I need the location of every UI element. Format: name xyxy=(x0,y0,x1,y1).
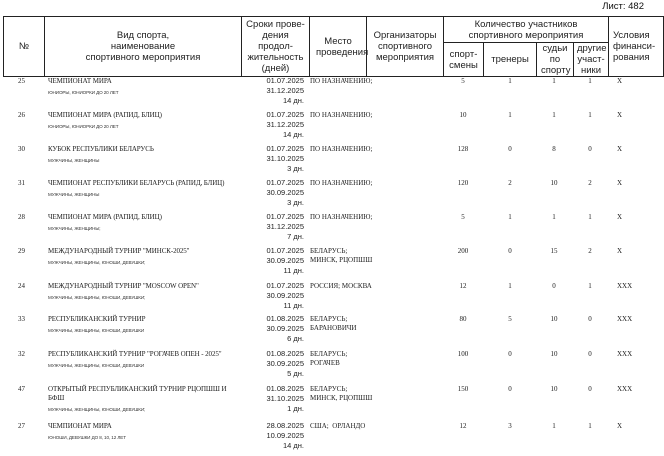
table-row xyxy=(0,280,650,316)
event-title xyxy=(48,350,238,370)
athletes-count: 80 xyxy=(459,315,467,323)
financing-code: XXX xyxy=(617,315,633,323)
event-category: МУЖЧИНЫ, ЖЕНЩИНЫ xyxy=(48,192,100,197)
header-name: Вид спорта, наименование спортивного мероприятия xyxy=(45,17,242,77)
coaches-count: 0 xyxy=(508,350,512,358)
table-header xyxy=(3,16,664,77)
duration: 1 дн. xyxy=(287,404,304,413)
end-date: 31.10.2025 xyxy=(266,394,304,403)
event-place: ПО НАЗНАЧЕНИЮ; xyxy=(310,213,373,221)
coaches-count: 2 xyxy=(508,179,512,187)
event-title xyxy=(48,247,238,267)
start-date: 01.07.2025 xyxy=(266,212,304,221)
athletes-count: 100 xyxy=(457,350,469,358)
event-category: МУЖЧИНЫ, ЖЕНЩИНЫ xyxy=(48,158,100,163)
end-date: 30.09.2025 xyxy=(266,359,304,368)
event-dates xyxy=(248,178,304,208)
row-number: 29 xyxy=(18,247,25,255)
header-judges: судьи по спорту xyxy=(537,43,574,77)
judges-count: 10 xyxy=(550,350,558,358)
table-row xyxy=(0,143,650,179)
event-title xyxy=(48,213,238,233)
start-date: 01.08.2025 xyxy=(266,384,304,393)
coaches-count: 1 xyxy=(508,111,512,119)
financing-code: X xyxy=(617,422,623,430)
duration: 7 дн. xyxy=(287,232,304,241)
coaches-count: 1 xyxy=(508,282,512,290)
athletes-count: 12 xyxy=(459,422,467,430)
athletes-count: 128 xyxy=(457,145,469,153)
duration: 11 дн. xyxy=(283,301,304,310)
event-place: БЕЛАРУСЬ; МИНСК, РЦОПШШ xyxy=(310,247,373,264)
coaches-count: 3 xyxy=(508,422,512,430)
row-number: 26 xyxy=(18,111,25,119)
coaches-count: 0 xyxy=(508,385,512,393)
others-count: 1 xyxy=(588,213,592,221)
judges-count: 10 xyxy=(550,385,558,393)
header-financing: Условия финанси-рования xyxy=(609,17,664,77)
judges-count: 10 xyxy=(550,315,558,323)
header-place: Место проведения xyxy=(310,17,367,77)
event-category: ЮНИОРЫ, ЮНИОРКИ ДО 20 ЛЕТ xyxy=(48,124,119,129)
judges-count: 15 xyxy=(550,247,558,255)
event-place: США; ОРЛАНДО xyxy=(310,422,366,430)
event-place: ПО НАЗНАЧЕНИЮ; xyxy=(310,111,373,119)
judges-count: 1 xyxy=(552,77,556,85)
event-dates xyxy=(248,349,304,379)
others-count: 0 xyxy=(588,385,592,393)
duration: 6 дн. xyxy=(287,334,304,343)
judges-count: 10 xyxy=(550,179,558,187)
event-title xyxy=(48,77,238,97)
event-place: РОССИЯ; МОСКВА xyxy=(310,282,372,290)
event-title xyxy=(48,145,238,165)
financing-code: X xyxy=(617,145,623,153)
table-row xyxy=(0,383,650,419)
financing-code: X xyxy=(617,77,623,85)
event-dates xyxy=(248,314,304,344)
financing-code: XXX xyxy=(617,282,633,290)
others-count: 0 xyxy=(588,145,592,153)
athletes-count: 150 xyxy=(457,385,469,393)
financing-code: X xyxy=(617,111,623,119)
others-count: 1 xyxy=(588,77,592,85)
table-row xyxy=(0,177,650,213)
start-date: 28.08.2025 xyxy=(266,421,304,430)
table-row xyxy=(0,245,650,281)
judges-count: 1 xyxy=(552,422,556,430)
others-count: 1 xyxy=(588,282,592,290)
judges-count: 0 xyxy=(552,282,556,290)
event-category: МУЖЧИНЫ, ЖЕНЩИНЫ, ЮНОШИ, ДЕВУШКИ; xyxy=(48,260,146,265)
event-name: ЧЕМПИОНАТ МИРА xyxy=(48,77,112,85)
duration: 11 дн. xyxy=(283,266,304,275)
athletes-count: 10 xyxy=(459,111,467,119)
event-category: МУЖЧИНЫ, ЖЕНЩИНЫ, ЮНОШИ, ДЕВУШКИ xyxy=(48,363,145,368)
table-row xyxy=(0,420,650,456)
event-place: ПО НАЗНАЧЕНИЮ; xyxy=(310,179,373,187)
event-dates xyxy=(248,384,304,414)
start-date: 01.07.2025 xyxy=(266,110,304,119)
header-dates: Сроки прове-дения продол-жительность (дней) xyxy=(242,17,310,77)
header-organizers: Организаторы спортивного мероприятия xyxy=(367,17,444,77)
event-title xyxy=(48,385,238,414)
event-name: ЧЕМПИОНАТ МИРА (РАПИД, БЛИЦ) xyxy=(48,111,162,119)
others-count: 1 xyxy=(588,422,592,430)
athletes-count: 5 xyxy=(461,213,465,221)
event-dates xyxy=(248,144,304,174)
event-title xyxy=(48,315,238,335)
header-participants: Количество участников спортивного мероприятия xyxy=(444,17,609,43)
table-row xyxy=(0,109,650,145)
start-date: 01.08.2025 xyxy=(266,314,304,323)
header-coaches: тренеры xyxy=(484,43,537,77)
event-name: РЕСПУБЛИКАНСКИЙ ТУРНИР "РОГАЧЕВ ОПЕН - 2025" xyxy=(48,350,222,358)
event-category: МУЖЧИНЫ, ЖЕНЩИНЫ; xyxy=(48,226,101,231)
event-place: ПО НАЗНАЧЕНИЮ; xyxy=(310,77,373,85)
event-category: МУЖЧИНЫ, ЖЕНЩИНЫ, ЮНОШИ, ДЕВУШКИ; xyxy=(48,295,146,300)
duration: 14 дн. xyxy=(282,130,304,139)
end-date: 31.10.2025 xyxy=(266,154,304,163)
financing-code: XXX xyxy=(617,350,633,358)
end-date: 30.09.2025 xyxy=(266,256,304,265)
financing-code: X xyxy=(617,247,623,255)
table-row xyxy=(0,211,650,247)
judges-count: 8 xyxy=(552,145,556,153)
others-count: 1 xyxy=(588,111,592,119)
event-place: БЕЛАРУСЬ; РОГАЧЕВ xyxy=(310,350,348,367)
others-count: 2 xyxy=(588,247,592,255)
duration: 3 дн. xyxy=(287,164,304,173)
header-others: другие участ-ники xyxy=(574,43,609,77)
event-dates xyxy=(248,421,304,451)
athletes-count: 200 xyxy=(457,247,469,255)
event-name: КУБОК РЕСПУБЛИКИ БЕЛАРУСЬ xyxy=(48,145,154,153)
duration: 3 дн. xyxy=(287,198,304,207)
event-dates xyxy=(248,76,304,106)
end-date: 10.09.2025 xyxy=(266,431,304,440)
coaches-count: 1 xyxy=(508,77,512,85)
event-place: ПО НАЗНАЧЕНИЮ; xyxy=(310,145,373,153)
event-category: МУЖЧИНЫ, ЖЕНЩИНЫ, ЮНОШИ, ДЕВУШКИ; xyxy=(48,407,146,412)
athletes-count: 12 xyxy=(459,282,467,290)
judges-count: 1 xyxy=(552,213,556,221)
duration: 14 дн. xyxy=(282,96,304,105)
row-number: 32 xyxy=(18,350,25,358)
row-number: 31 xyxy=(18,179,25,187)
table-row xyxy=(0,313,650,349)
event-dates xyxy=(248,281,304,311)
others-count: 0 xyxy=(588,315,592,323)
table-row xyxy=(0,348,650,384)
end-date: 30.09.2025 xyxy=(266,291,304,300)
athletes-count: 5 xyxy=(461,77,465,85)
event-name: ОТКРЫТЫЙ РЕСПУБЛИКАНСКИЙ ТУРНИР РЦОПШШ И БФШ xyxy=(48,385,227,402)
start-date: 01.07.2025 xyxy=(266,144,304,153)
event-category: ЮНИОРЫ, ЮНИОРКИ ДО 20 ЛЕТ xyxy=(48,90,119,95)
end-date: 31.12.2025 xyxy=(266,222,304,231)
table-row xyxy=(0,75,650,111)
event-name: МЕЖДУНАРОДНЫЙ ТУРНИР "МИНСК-2025" xyxy=(48,247,190,255)
event-name: МЕЖДУНАРОДНЫЙ ТУРНИР "MOSCOW OPEN" xyxy=(48,282,199,290)
row-number: 47 xyxy=(18,385,25,393)
event-category: МУЖЧИНЫ, ЖЕНЩИНЫ, ЮНОШИ, ДЕВУШКИ xyxy=(48,328,145,333)
row-number: 27 xyxy=(18,422,25,430)
coaches-count: 1 xyxy=(508,213,512,221)
row-number: 24 xyxy=(18,282,25,290)
event-name: ЧЕМПИОНАТ МИРА (РАПИД, БЛИЦ) xyxy=(48,213,162,221)
event-title xyxy=(48,422,238,442)
others-count: 0 xyxy=(588,350,592,358)
event-place: БЕЛАРУСЬ; МИНСК, РЦОПШШ xyxy=(310,385,373,402)
start-date: 01.07.2025 xyxy=(266,178,304,187)
event-name: РЕСПУБЛИКАНСКИЙ ТУРНИР xyxy=(48,315,146,323)
athletes-count: 120 xyxy=(457,179,469,187)
start-date: 01.07.2025 xyxy=(266,76,304,85)
start-date: 01.07.2025 xyxy=(266,281,304,290)
row-number: 30 xyxy=(18,145,25,153)
coaches-count: 5 xyxy=(508,315,512,323)
start-date: 01.07.2025 xyxy=(266,246,304,255)
event-name: ЧЕМПИОНАТ РЕСПУБЛИКИ БЕЛАРУСЬ (РАПИД, БЛИЦ) xyxy=(48,179,225,187)
end-date: 30.09.2025 xyxy=(266,324,304,333)
duration: 14 дн. xyxy=(282,441,304,450)
sheet-number: Лист: 482 xyxy=(602,1,644,12)
others-count: 2 xyxy=(588,179,592,187)
event-category: ЮНОШИ, ДЕВУШКИ ДО 8, 10, 12 ЛЕТ xyxy=(48,435,126,440)
header-num: № xyxy=(4,17,45,77)
row-number: 33 xyxy=(18,315,25,323)
header-athletes: спорт-смены xyxy=(444,43,484,77)
event-place: БЕЛАРУСЬ; БАРАНОВИЧИ xyxy=(310,315,357,332)
event-dates xyxy=(248,246,304,276)
event-dates xyxy=(248,212,304,242)
financing-code: X xyxy=(617,213,623,221)
row-number: 28 xyxy=(18,213,25,221)
event-dates xyxy=(248,110,304,140)
event-name: ЧЕМПИОНАТ МИРА xyxy=(48,422,112,430)
financing-code: XXX xyxy=(617,385,633,393)
event-title xyxy=(48,179,238,199)
end-date: 31.12.2025 xyxy=(266,120,304,129)
financing-code: X xyxy=(617,179,623,187)
judges-count: 1 xyxy=(552,111,556,119)
duration: 5 дн. xyxy=(287,369,304,378)
event-title xyxy=(48,282,238,302)
end-date: 31.12.2025 xyxy=(266,86,304,95)
event-title xyxy=(48,111,238,131)
start-date: 01.08.2025 xyxy=(266,349,304,358)
end-date: 30.09.2025 xyxy=(266,188,304,197)
row-number: 25 xyxy=(18,77,25,85)
coaches-count: 0 xyxy=(508,145,512,153)
coaches-count: 0 xyxy=(508,247,512,255)
